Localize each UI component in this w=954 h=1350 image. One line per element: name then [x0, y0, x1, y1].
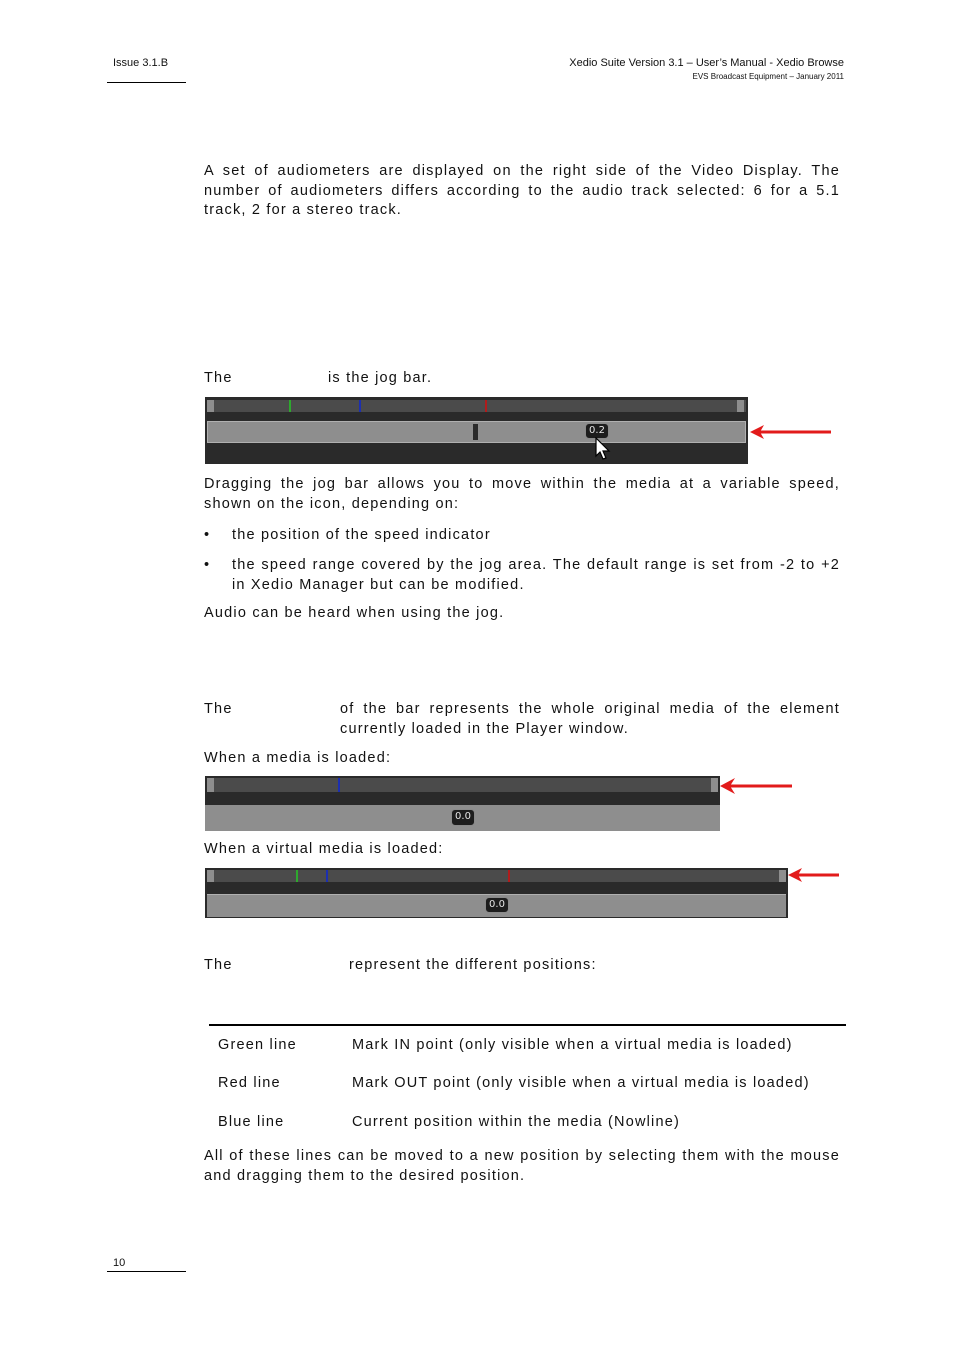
mark-out-line[interactable] — [508, 870, 510, 882]
table-cell-line: Green line — [218, 1037, 297, 1053]
lines-moved-paragraph: All of these lines can be moved to a new position by selecting them with the mouse and dragging them to the desired position. — [204, 1148, 840, 1184]
red-arrow-icon — [718, 777, 793, 795]
dragging-paragraph: Dragging the jog bar allows you to move within the media at a variable speed, shown on the icon, depending on: — [204, 476, 840, 512]
speed-badge: 0.2 — [585, 423, 609, 439]
red-arrow-icon — [786, 866, 840, 884]
virtual-bar-screenshot — [205, 868, 788, 918]
document-subtitle: EVS Broadcast Equipment – January 2011 — [692, 72, 844, 81]
media-bar-screenshot — [205, 776, 720, 831]
audiometers-paragraph: A set of audiometers are displayed on the right side of the Video Display. The number of audiometers differs according to the audio track selected: 6 for a 5.1 track, 2 for a stereo track. — [204, 163, 840, 218]
upper-part-text: of the bar represents the whole original media of the element currently loaded in the Player window. — [340, 701, 840, 737]
bullet-item — [204, 526, 840, 546]
timeline-start-handle[interactable] — [207, 870, 214, 882]
jog-intro-rest: is the jog bar. — [328, 370, 433, 386]
mark-out-line[interactable] — [485, 400, 487, 412]
media-loaded-label: When a media is loaded: — [204, 750, 392, 766]
timeline-end-handle[interactable] — [779, 870, 786, 882]
issue-label: Issue 3.1.B — [113, 57, 169, 69]
timeline-end-handle[interactable] — [711, 778, 718, 792]
red-arrow-icon — [748, 423, 832, 441]
table-cell-line: Blue line — [218, 1114, 285, 1130]
virtual-loaded-label: When a virtual media is loaded: — [204, 841, 444, 857]
upper-part-the: The — [204, 701, 233, 717]
timeline-track[interactable] — [207, 400, 746, 412]
table-top-rule — [209, 1024, 846, 1026]
table-cell-line: Red line — [218, 1075, 281, 1091]
footer-rule — [107, 1271, 186, 1272]
timeline-track[interactable] — [207, 870, 786, 882]
nowline[interactable] — [326, 870, 328, 882]
jog-bar-screenshot — [205, 397, 748, 464]
speed-badge: 0.0 — [485, 897, 509, 913]
bullet-text: the speed range covered by the jog area. The default range is set from -2 to +2 in Xedio Manager but can be modified. — [232, 557, 840, 593]
bullet-dot: • — [204, 527, 211, 543]
timeline-end-handle[interactable] — [737, 400, 744, 412]
speed-indicator[interactable] — [473, 424, 478, 440]
timeline-track[interactable] — [207, 778, 718, 792]
table-cell-desc: Mark IN point (only visible when a virtual media is loaded) — [352, 1037, 793, 1053]
jog-intro-the: The — [204, 370, 233, 386]
mark-in-line[interactable] — [296, 870, 298, 882]
audio-jog-paragraph: Audio can be heard when using the jog. — [204, 605, 505, 621]
bullet-text: the position of the speed indicator — [232, 527, 491, 543]
bullet-dot: • — [204, 557, 211, 573]
nowline[interactable] — [338, 778, 340, 792]
timeline-start-handle[interactable] — [207, 778, 214, 792]
mark-in-line[interactable] — [289, 400, 291, 412]
lines-intro-the: The — [204, 957, 233, 973]
timeline-start-handle[interactable] — [207, 400, 214, 412]
bullet-item — [204, 556, 840, 596]
page-number: 10 — [113, 1257, 126, 1269]
document-title: Xedio Suite Version 3.1 – User’s Manual - Xedio Browse — [569, 57, 844, 69]
upper-part-line1 — [340, 700, 840, 739]
header-rule — [107, 82, 186, 83]
table-cell-desc: Current position within the media (Nowline) — [352, 1114, 681, 1130]
mouse-cursor-icon — [595, 437, 611, 461]
speed-badge: 0.0 — [451, 809, 475, 826]
table-cell-desc: Mark OUT point (only visible when a virtual media is loaded) — [352, 1075, 810, 1091]
nowline[interactable] — [359, 400, 361, 412]
lines-intro-rest: represent the different positions: — [349, 957, 597, 973]
